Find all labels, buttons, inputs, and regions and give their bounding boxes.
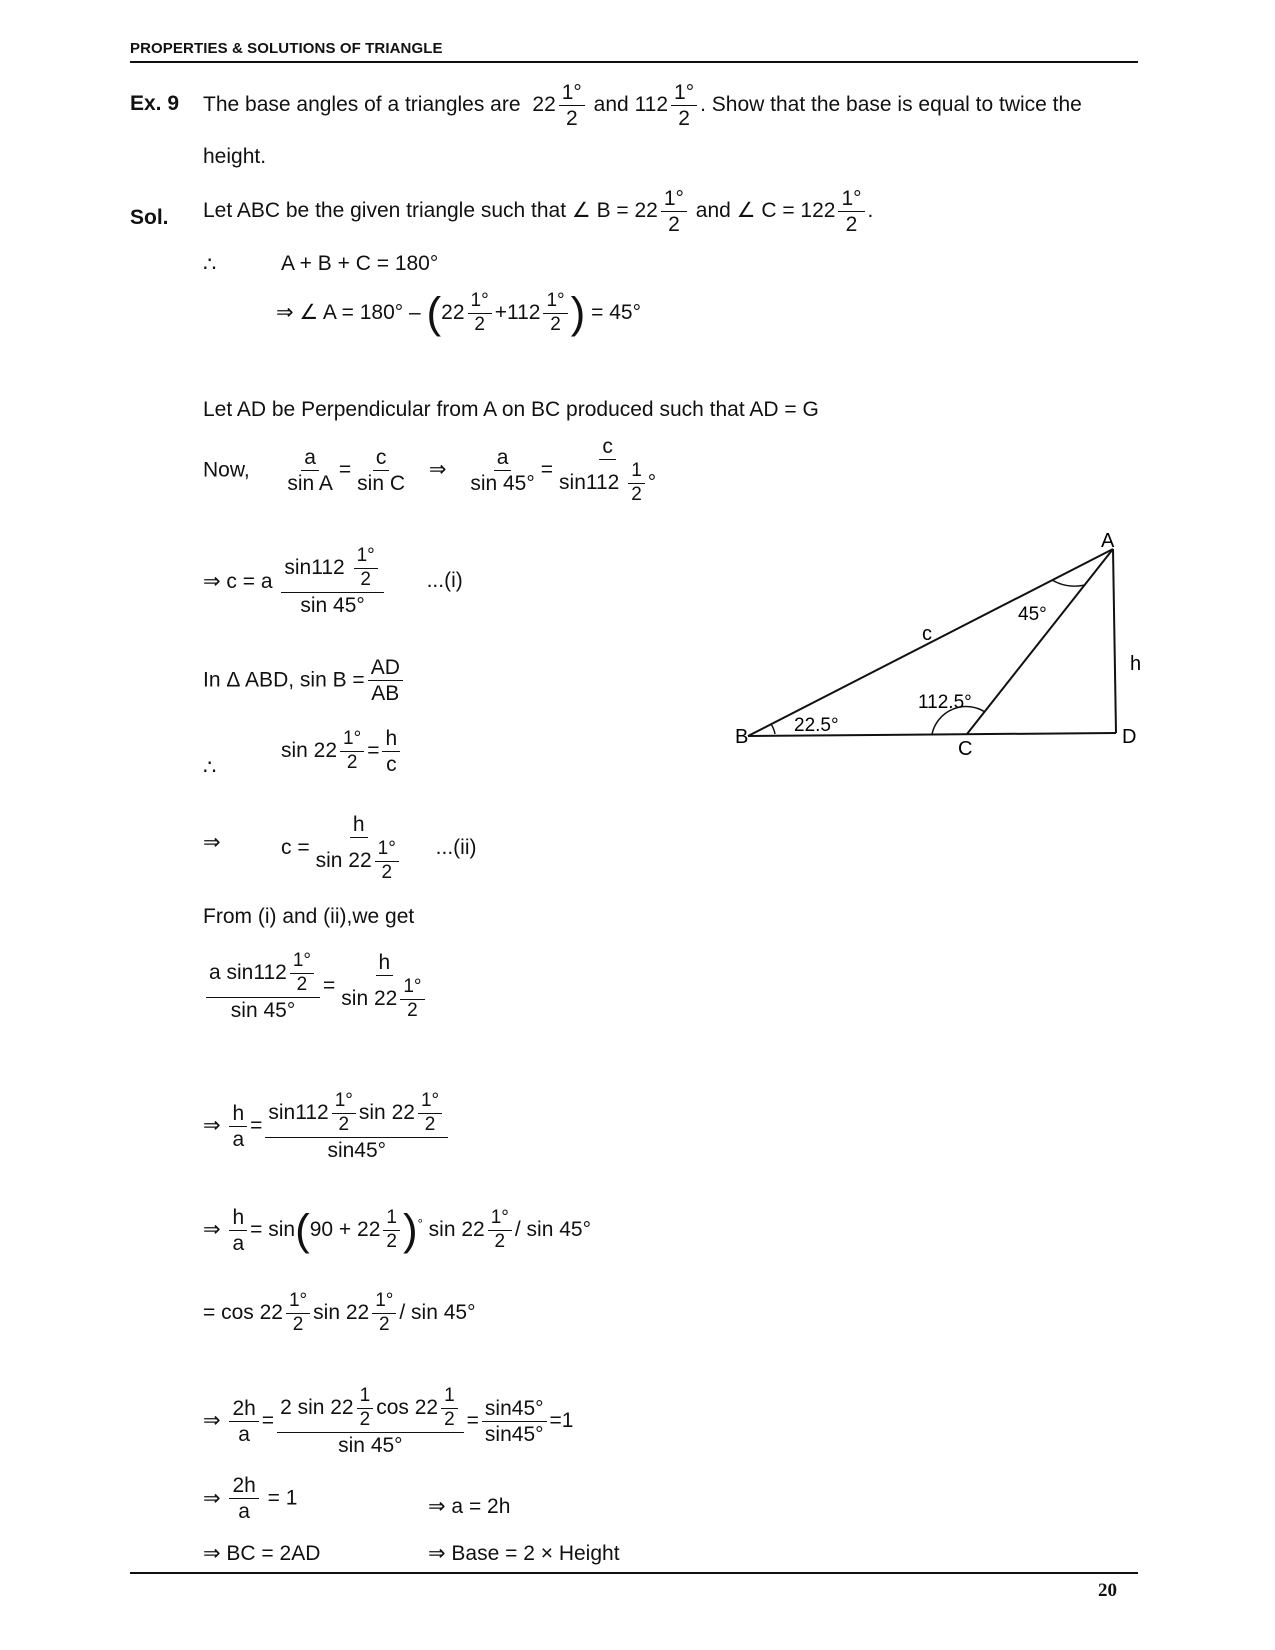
frac-den: 2 [360,568,371,590]
frac-den: 2 [346,752,358,774]
paren-close: ) [402,1205,418,1255]
eq-text: 112 [506,300,541,324]
angle-c-label: 112.5° [918,692,972,713]
frac-num: 1° [286,1290,310,1314]
frac-num: 1° [290,950,314,974]
vertex-c-label: C [958,738,973,755]
frac-num: 1° [418,1090,442,1114]
frac-num: sin45° [482,1396,547,1422]
cos-sin-eq: = cos 22 $\frac{1^\circ}{2}$ sin 22 $\frac{1^\circ}{2}$ / sin 45° [203,1290,476,1335]
h-over-a-eq-1: ⇒ $\frac{h}{a}$ = sin112 $\frac{1^\circ}{2}$ sin 22 $\frac{1^\circ}{2}$ sin45° [203,1090,451,1163]
frac-den: a [232,1232,245,1256]
eq-text: In Δ ABD, sin B = [203,668,365,692]
frac-num: 1° [488,1207,512,1231]
frac-num: h [229,1101,247,1127]
frac-num: 1° [661,186,687,212]
frac-den: sin112 $\frac{1}{2}$ ° [559,460,657,505]
eq-text: = 45° [591,300,641,324]
implies-symbol: ⇒ [203,831,221,854]
eq-tag: ...(i) [426,569,463,593]
therefore-symbol-2: ∴ [203,756,217,779]
frac-num: c [599,434,616,460]
frac-num: 1° [332,1090,356,1114]
frac-num: 2h [229,1473,258,1499]
frac-num: 1° [340,728,364,752]
c-equation-i [203,545,463,618]
frac-den: sin C [357,471,406,495]
example-text-cont: height. [203,145,267,168]
example-label: Ex. 9 [130,92,180,115]
implies-sign: ⇒ [203,1487,221,1511]
sine-rule-eq: Now, $\frac{a}{\text{sin A}}$ = $\frac{c}{\text{sin C}}$ ⇒ $\frac{a}{\sin 45^\circ}$ = c sin112 $\frac{1}{2}$ ° [203,434,662,507]
frac-den: 2 [668,213,680,237]
triangle-figure [725,525,1145,755]
frac-den: 2 [359,1408,371,1430]
angle-a-label: 45° [1018,604,1047,625]
frac-num: 1 [628,460,645,484]
final-eq-1 [203,1473,297,1524]
example-text: The base angles of a triangles are [203,93,521,117]
frac-den: c [386,753,397,777]
example-text: . Show that the base is equal to twice the [700,93,1082,117]
paren-close: ) [570,288,586,338]
frac-den: 2 [379,1313,390,1335]
frac-den: 2 [381,861,393,883]
combined-eq: a sin112 $\frac{1^\circ}{2}$ sin 45° = h sin 22 $\frac{1^\circ}{2}$ [203,950,434,1023]
eq-text: 22 [441,300,465,324]
frac-den: 2 [494,1231,506,1253]
eq-tag: ...(ii) [435,836,477,860]
frac-num: sin112 $\frac{1^\circ}{2}$ sin 22 $\frac{1^\circ}{2}$ [265,1090,448,1138]
frac-den: 2 [444,1408,455,1430]
plus-sign: + [494,300,507,324]
angle-whole: 112 [634,93,669,117]
frac-den: 2 [292,1313,304,1335]
vertex-b-label: B [735,726,749,748]
implies-sign: ⇒ [428,457,447,481]
arc-angle-a [1052,580,1085,586]
angle-b-label: 22.5° [794,715,839,736]
vertex-d-label: D [1122,726,1137,748]
frac-num: 1° [372,1290,396,1314]
frac-num: 1 [383,1207,400,1231]
frac-num: a [301,445,319,471]
side-c-label: c [922,623,932,645]
frac-den: a [238,1422,250,1446]
frac-num: 2 sin 22 $\frac{1}{2}$ cos 22 $\frac{1}{2}$ [277,1385,464,1433]
frac-den: sin 45° [470,471,535,495]
frac-den: a [238,1500,250,1524]
eq-text: ⇒ c = a [203,569,273,593]
example-statement [203,80,1082,131]
sol-text: and ∠ C = 122 [695,199,836,223]
frac-num: 1° [543,290,567,314]
frac-den: 2 [424,1113,436,1135]
header-rule [130,61,1138,63]
frac-num: c [373,445,390,471]
final-eq-1b: ⇒ a = 2h [428,1495,511,1518]
frac-den: 2 [550,313,561,335]
triangle-abd-eq [203,655,406,706]
frac-num: 1° [468,290,492,314]
frac-den: a [232,1127,245,1151]
page-number: 20 [1098,1580,1117,1601]
paren-open: ( [426,288,442,338]
angle-sum-eq: A + B + C = 180° [281,252,439,275]
frac-den: 2 [338,1113,350,1135]
sol-text: Let ABC be the given triangle such that ∠ B = 22 [203,199,658,223]
frac-den: sin A [287,471,333,495]
double-angle-eq: ⇒ $\frac{2h}{a}$ = 2 sin 22 $\frac{1}{2}$ cos 22 $\frac{1}{2}$ sin 45° = $\frac{\sin 45^\circ}{\sin 45^\circ}$ =1 [203,1385,574,1457]
vertex-a-label: A [1101,530,1115,552]
final-eq-2b: ⇒ Base = 2 × Height [428,1542,620,1565]
c-equation-ii: c = h sin 22 $\frac{1^\circ}{2}$ ...(ii) [281,813,477,883]
sol-text: . [867,199,874,223]
therefore-symbol: ∴ [203,253,217,276]
frac-den: sin 22 $\frac{1^\circ}{2}$ [313,838,405,885]
frac-num: 1 [441,1385,458,1409]
frac-den: sin 22 $\frac{1^\circ}{2}$ [338,976,430,1023]
from-i-ii: From (i) and (ii),we get [203,905,415,928]
solution-line-1 [203,186,873,237]
frac-den: sin45° [484,1422,544,1446]
sin-b-eq: sin 22 $\frac{1^\circ}{2}$ = $\frac{h}{c}$ [281,726,403,777]
footer-rule [130,1572,1138,1574]
frac-num: 1° [354,545,378,569]
frac-num: AD [368,655,403,681]
paren-open: ( [295,1205,310,1255]
frac-num: 1° [671,80,697,106]
solution-label: Sol. [130,206,169,229]
frac-num: h [376,950,394,976]
frac-den: 2 [407,999,418,1021]
frac-num: h [229,1205,247,1231]
frac-den: 2 [296,973,308,995]
and-word: and [593,93,629,117]
page-header-title: PROPERTIES & SOLUTIONS OF TRIANGLE [130,40,443,57]
degree-sign: ° [417,1216,423,1232]
now-word: Now, [203,458,250,482]
h-over-a-eq-2: ⇒ $\frac{h}{a}$ = sin(90 + 22 $\frac{1}{2}$ )° sin 22 $\frac{1^\circ}{2}$ / sin 45° [203,1205,591,1256]
arc-angle-b [771,724,775,734]
frac-num: 1° [375,838,399,862]
frac-den: 2 [386,1231,397,1253]
frac-den: sin45° [327,1138,387,1162]
frac-num: a sin112 $\frac{1^\circ}{2}$ [206,950,320,998]
frac-num: 1° [400,976,424,1000]
frac-den: 2 [474,313,485,335]
eq-text: ⇒ ∠ A = 180° – [276,300,421,324]
frac-num: 1° [559,80,585,106]
frac-num: a [494,445,512,471]
frac-num: 1° [838,186,864,212]
frac-den: sin 45° [338,1433,403,1457]
line-ca [967,549,1113,734]
frac-den: 2 [565,107,578,131]
frac-den: 2 [678,107,690,131]
frac-num: 1 [357,1385,374,1409]
perpendicular-statement: Let AD be Perpendicular from A on BC produced such that AD = G [203,398,819,421]
frac-num: 2h [229,1396,258,1422]
frac-num: h [350,812,368,838]
frac-den: sin 45° [230,998,296,1022]
eq-text: = 1 [267,1486,298,1510]
line-ad [1113,549,1116,733]
angle-a-eq [276,290,641,337]
final-eq-2a: ⇒ BC = 2AD [203,1542,321,1565]
frac-num: h [382,726,400,752]
frac-den: 2 [845,213,858,237]
frac-den: 2 [631,483,642,505]
side-h-label: h [1130,653,1142,675]
frac-den: sin 45° [300,593,365,617]
frac-num: sin112 $\frac{1^\circ}{2}$ [281,545,383,593]
angle-whole: 22 [532,93,556,117]
frac-den: AB [371,682,400,706]
